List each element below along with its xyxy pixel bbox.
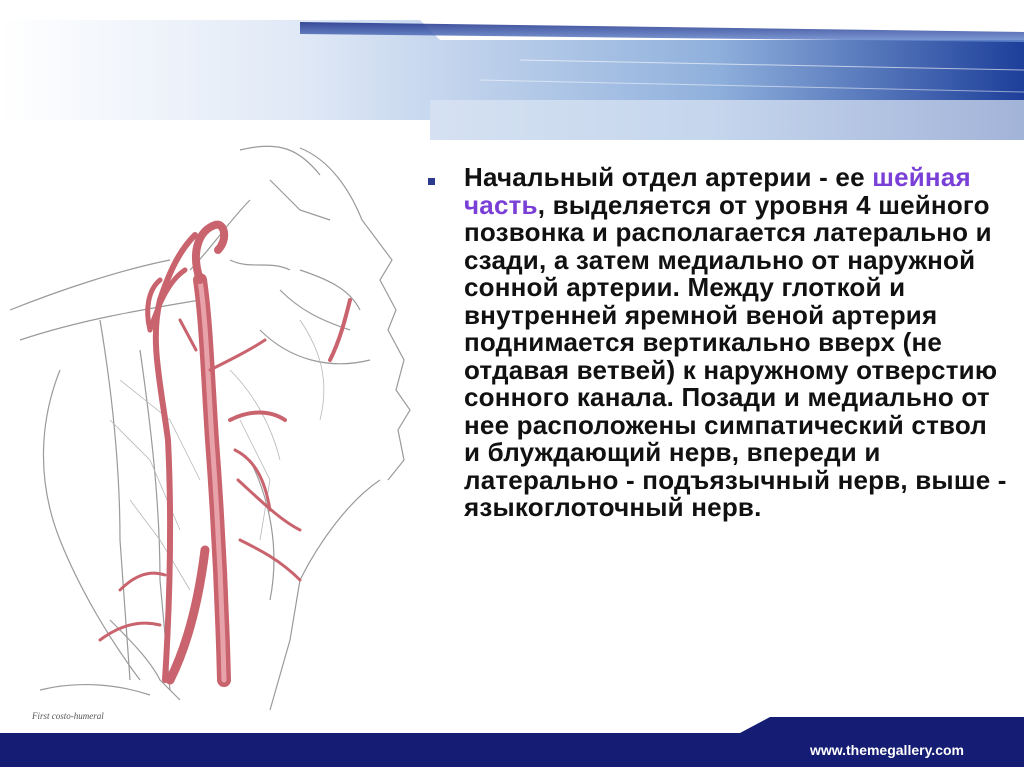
text-after-highlight: , выделяется от уровня 4 шейного позвонка и располагается латерально и сзади, а затем медиально от наружной сонной артерии. Между глоткой и внутренней яремной веной артерия поднимается вертикально вверх (не отдавая ветвей) к наружному отверстию сонного канала. Позади и медиально от нее расположены симпатический ствол и блуждающий нерв, впереди и латерально - подъязычный нерв, выше - языкоглоточный нерв. bbox=[464, 189, 1007, 522]
neck-artery-illustration bbox=[0, 120, 440, 732]
slide-content bbox=[428, 164, 1008, 522]
text-before-highlight: Начальный отдел артерии - ее bbox=[464, 162, 865, 192]
footer-url[interactable]: www.themegallery.com bbox=[809, 742, 964, 758]
body-paragraph bbox=[464, 164, 1008, 522]
external-carotid-branches bbox=[230, 413, 285, 421]
highlighted-term: шейная часть bbox=[464, 162, 971, 220]
face-profile bbox=[300, 148, 410, 480]
illustration-caption: First costo-humeral bbox=[32, 711, 104, 721]
bullet-icon bbox=[428, 178, 435, 185]
carotid-siphon bbox=[196, 225, 224, 280]
header-banner bbox=[0, 0, 1024, 140]
